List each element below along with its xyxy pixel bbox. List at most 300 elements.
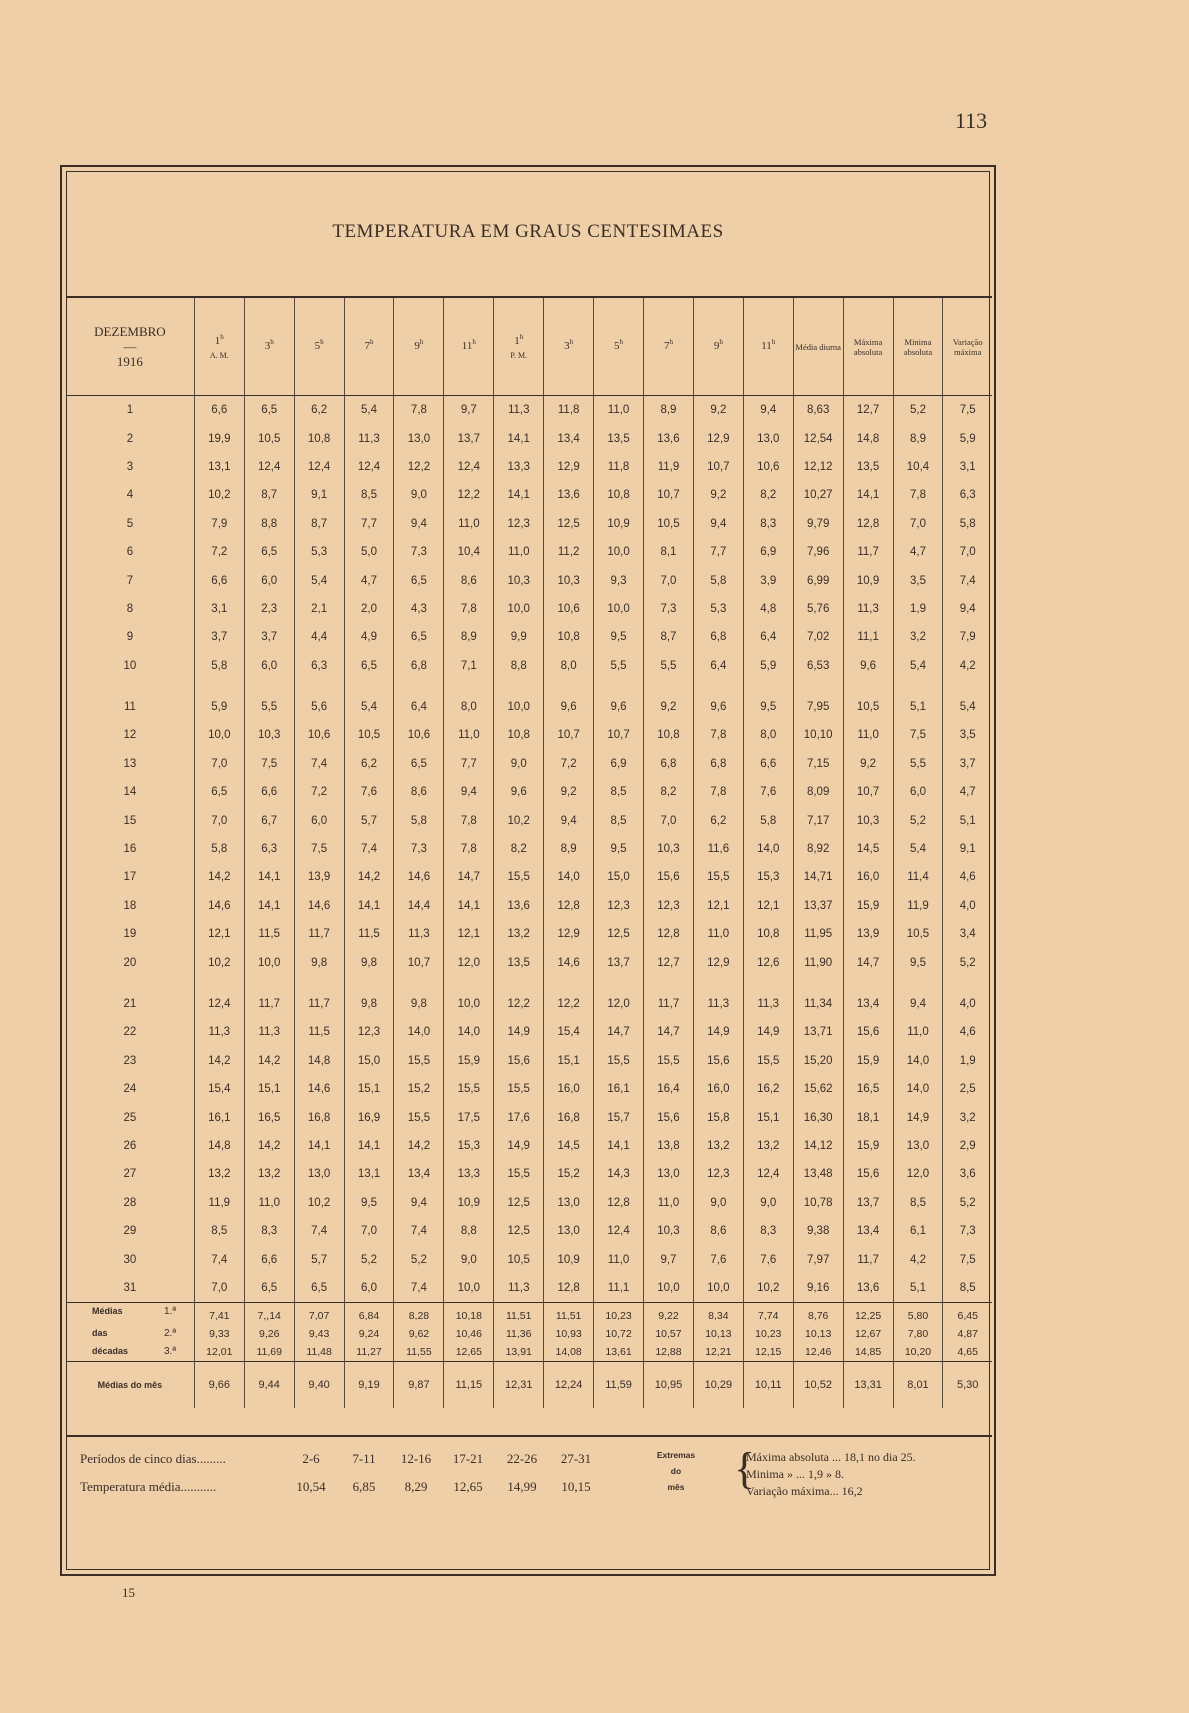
value-cell: 6,5 (394, 566, 444, 594)
value-cell: 7,4 (344, 835, 394, 863)
decade-value-cell: 10,57 (644, 1325, 694, 1343)
value-cell: 12,7 (644, 948, 694, 976)
value-cell: 11,3 (494, 396, 544, 425)
value-cell: 5,6 (294, 693, 344, 721)
value-cell: 11,0 (594, 396, 644, 425)
value-cell: 11,3 (843, 595, 893, 623)
value-cell: 11,0 (244, 1189, 294, 1217)
value-cell: 8,3 (743, 1217, 793, 1245)
day-cell: 10 (123, 659, 137, 672)
table-row (66, 1132, 992, 1160)
value-cell: 6,0 (294, 806, 344, 834)
value-cell: 6,5 (244, 538, 294, 566)
decade-value-cell: 12,01 (194, 1343, 244, 1362)
value-cell: 7,0 (644, 566, 694, 594)
day-cell: 3 (126, 460, 134, 473)
value-cell: 3,5 (893, 566, 943, 594)
value-cell: 5,1 (893, 1274, 943, 1303)
table-row (66, 453, 992, 481)
value-cell: 7,3 (644, 595, 694, 623)
value-cell: 7,7 (344, 510, 394, 538)
periodo-cell: 12-16 (400, 1451, 432, 1466)
value-cell: 7,6 (743, 1245, 793, 1273)
value-cell: 15,6 (644, 1103, 694, 1131)
value-cell: 13,7 (444, 424, 494, 452)
decade-value-cell: 7,,14 (244, 1303, 294, 1326)
value-cell: 15,62 (793, 1075, 843, 1103)
value-cell: 11,0 (444, 510, 494, 538)
value-cell: 8,0 (444, 693, 494, 721)
day-cell: 29 (123, 1225, 137, 1238)
value-cell: 5,5 (644, 652, 694, 680)
value-cell: 9,4 (943, 595, 992, 623)
value-cell: 8,8 (444, 1217, 494, 1245)
temp-media-cell: 6,85 (352, 1479, 376, 1494)
value-cell: 13,4 (544, 424, 594, 452)
value-cell: 15,0 (344, 1047, 394, 1075)
value-cell: 8,7 (244, 481, 294, 509)
value-cell: 9,8 (344, 948, 394, 976)
value-cell: 13,0 (544, 1217, 594, 1245)
value-cell: 15,5 (494, 1075, 544, 1103)
value-cell: 5,8 (194, 652, 244, 680)
value-cell: 12,8 (544, 892, 594, 920)
value-cell: 7,2 (544, 750, 594, 778)
table-row (66, 1274, 992, 1303)
decade-value-cell: 9,62 (394, 1325, 444, 1343)
value-cell: 12,3 (594, 892, 644, 920)
value-cell: 11,3 (693, 990, 743, 1018)
value-cell: 11,2 (544, 538, 594, 566)
value-cell: 5,7 (294, 1245, 344, 1273)
value-cell: 10,4 (444, 538, 494, 566)
value-cell: 7,0 (893, 510, 943, 538)
table-row (66, 424, 992, 452)
table-row (66, 1245, 992, 1273)
value-cell: 3,6 (943, 1160, 992, 1188)
value-cell: 14,12 (793, 1132, 843, 1160)
value-cell: 15,5 (494, 1160, 544, 1188)
value-cell: 11,7 (294, 990, 344, 1018)
value-cell: 14,1 (444, 892, 494, 920)
value-cell: 9,5 (594, 623, 644, 651)
decade-value-cell: 11,51 (544, 1303, 594, 1326)
table-row (66, 595, 992, 623)
monthly-average-label: Médias do mês (66, 1362, 194, 1409)
value-cell: 6,5 (294, 1274, 344, 1303)
value-cell: 6,5 (244, 396, 294, 425)
value-cell: 5,8 (394, 806, 444, 834)
decade-value-cell: 10,13 (693, 1325, 743, 1343)
value-cell: 4,6 (943, 1018, 992, 1046)
table-row (66, 1189, 992, 1217)
value-cell: 12,8 (644, 920, 694, 948)
monthly-average-cell: 9,19 (344, 1362, 394, 1409)
value-cell: 8,7 (294, 510, 344, 538)
value-cell: 8,6 (394, 778, 444, 806)
value-cell: 10,7 (544, 721, 594, 749)
decade-average-row (66, 1303, 992, 1326)
value-cell: 7,8 (444, 835, 494, 863)
extremas-line: do (670, 1466, 682, 1476)
value-cell: 8,0 (544, 652, 594, 680)
value-cell: 13,48 (793, 1160, 843, 1188)
value-cell: 6,1 (893, 1217, 943, 1245)
value-cell: 15,3 (444, 1132, 494, 1160)
value-cell: 10,3 (843, 806, 893, 834)
value-cell: 14,1 (843, 481, 893, 509)
value-cell: 8,0 (743, 721, 793, 749)
value-cell: 2,0 (344, 595, 394, 623)
value-cell: 5,8 (943, 510, 992, 538)
value-cell: 14,1 (244, 892, 294, 920)
value-cell: 16,1 (594, 1075, 644, 1103)
value-cell: 6,99 (793, 566, 843, 594)
value-cell: 9,3 (594, 566, 644, 594)
hour-suffix: h (771, 337, 776, 346)
brace-icon: { (734, 1444, 756, 1493)
value-cell: 6,6 (194, 566, 244, 594)
value-cell: 1,9 (943, 1047, 992, 1075)
value-cell: 7,3 (394, 835, 444, 863)
decade-value-cell: 9,24 (344, 1325, 394, 1343)
value-cell: 12,2 (444, 481, 494, 509)
value-cell: 6,3 (244, 835, 294, 863)
value-cell: 7,5 (244, 750, 294, 778)
value-cell: 13,0 (544, 1189, 594, 1217)
value-cell: 7,2 (294, 778, 344, 806)
value-cell: 7,5 (943, 396, 992, 425)
monthly-average-cell: 10,29 (693, 1362, 743, 1409)
value-cell: 8,3 (244, 1217, 294, 1245)
value-cell: 4,2 (943, 652, 992, 680)
value-cell: 14,9 (494, 1132, 544, 1160)
value-cell: 15,1 (244, 1075, 294, 1103)
value-cell: 9,5 (743, 693, 793, 721)
monthly-average-cell: 13,31 (843, 1362, 893, 1409)
stat-header: Variação máxima (943, 297, 992, 396)
value-cell: 9,6 (693, 693, 743, 721)
value-cell: 10,6 (743, 453, 793, 481)
decade-average-row (66, 1325, 992, 1343)
value-cell: 9,4 (444, 778, 494, 806)
value-cell: 6,6 (194, 396, 244, 425)
periodo-cell: 17-21 (452, 1451, 484, 1466)
value-cell: 6,8 (394, 652, 444, 680)
value-cell: 10,8 (594, 481, 644, 509)
extremas-label (646, 1447, 706, 1495)
value-cell: 9,2 (693, 481, 743, 509)
hour-header (544, 297, 594, 396)
table-row (66, 990, 992, 1018)
value-cell: 12,1 (194, 920, 244, 948)
value-cell: 8,5 (344, 481, 394, 509)
value-cell: 14,0 (893, 1075, 943, 1103)
value-cell: 14,6 (194, 892, 244, 920)
value-cell: 10,3 (644, 835, 694, 863)
decade-value-cell: 10,13 (793, 1325, 843, 1343)
value-cell: 9,6 (494, 778, 544, 806)
value-cell: 3,9 (743, 566, 793, 594)
value-cell: 10,8 (544, 623, 594, 651)
month-header (66, 297, 194, 396)
value-cell: 5,2 (943, 1189, 992, 1217)
day-cell: 16 (123, 843, 137, 856)
day-cell: 23 (123, 1054, 137, 1067)
day-cell: 25 (123, 1111, 137, 1124)
value-cell: 7,3 (943, 1217, 992, 1245)
value-cell: 10,7 (594, 721, 644, 749)
value-cell: 12,9 (693, 424, 743, 452)
hour-value: 11 (761, 339, 772, 352)
value-cell: 9,0 (394, 481, 444, 509)
value-cell: 9,79 (793, 510, 843, 538)
value-cell: 15,1 (743, 1103, 793, 1131)
value-cell: 15,20 (793, 1047, 843, 1075)
value-cell: 10,8 (743, 920, 793, 948)
value-cell: 10,5 (644, 510, 694, 538)
value-cell: 5,9 (194, 693, 244, 721)
value-cell: 7,4 (394, 1274, 444, 1303)
value-cell: 12,3 (344, 1018, 394, 1046)
value-cell: 9,8 (394, 990, 444, 1018)
value-cell: 10,9 (444, 1189, 494, 1217)
value-cell: 13,2 (743, 1132, 793, 1160)
value-cell: 7,7 (693, 538, 743, 566)
value-cell: 10,0 (644, 1274, 694, 1303)
value-cell: 15,5 (693, 863, 743, 891)
decade-spacer (66, 680, 992, 693)
value-cell: 8,6 (444, 566, 494, 594)
value-cell: 11,0 (444, 721, 494, 749)
decade-value-cell: 10,72 (594, 1325, 644, 1343)
value-cell: 12,9 (544, 453, 594, 481)
hour-value: 5 (614, 339, 620, 352)
value-cell: 15,5 (494, 863, 544, 891)
value-cell: 15,4 (194, 1075, 244, 1103)
value-cell: 5,2 (943, 948, 992, 976)
value-cell: 9,2 (843, 750, 893, 778)
value-cell: 11,0 (893, 1018, 943, 1046)
value-cell: 14,8 (843, 424, 893, 452)
day-cell: 17 (123, 871, 137, 884)
value-cell: 8,9 (893, 424, 943, 452)
value-cell: 4,3 (394, 595, 444, 623)
value-cell: 13,2 (244, 1160, 294, 1188)
table-body (66, 396, 992, 1409)
value-cell: 12,4 (244, 453, 294, 481)
value-cell: 10,9 (843, 566, 893, 594)
value-cell: 2,1 (294, 595, 344, 623)
hour-header (444, 297, 494, 396)
value-cell: 14,2 (194, 863, 244, 891)
value-cell: 6,9 (594, 750, 644, 778)
value-cell: 7,9 (943, 623, 992, 651)
value-cell: 12,1 (693, 892, 743, 920)
value-cell: 11,8 (594, 453, 644, 481)
value-cell: 7,6 (693, 1245, 743, 1273)
month-dash: — (123, 339, 137, 354)
value-cell: 5,9 (943, 424, 992, 452)
value-cell: 8,8 (494, 652, 544, 680)
value-cell: 14,4 (394, 892, 444, 920)
value-cell: 13,9 (843, 920, 893, 948)
value-cell: 1,9 (893, 595, 943, 623)
value-cell: 6,2 (344, 750, 394, 778)
monthly-average-cell: 9,40 (294, 1362, 344, 1409)
monthly-average-cell: 12,31 (494, 1362, 544, 1409)
value-cell: 6,2 (693, 806, 743, 834)
value-cell: 9,6 (594, 693, 644, 721)
monthly-average-cell: 5,30 (943, 1362, 992, 1409)
value-cell: 13,2 (494, 920, 544, 948)
value-cell: 9,5 (344, 1189, 394, 1217)
day-cell: 19 (123, 928, 137, 941)
decade-value-cell: 9,43 (294, 1325, 344, 1343)
decade-value-cell: 13,91 (494, 1343, 544, 1362)
value-cell: 13,0 (743, 424, 793, 452)
value-cell: 16,8 (294, 1103, 344, 1131)
value-cell: 9,6 (843, 652, 893, 680)
value-cell: 5,3 (294, 538, 344, 566)
table-row (66, 396, 992, 425)
value-cell: 12,54 (793, 424, 843, 452)
value-cell: 9,4 (544, 806, 594, 834)
value-cell: 4,8 (743, 595, 793, 623)
value-cell: 12,7 (843, 396, 893, 425)
table-row (66, 1047, 992, 1075)
value-cell: 7,9 (194, 510, 244, 538)
decade-label-cell (66, 1325, 194, 1343)
value-cell: 10,0 (594, 538, 644, 566)
decade-value-cell: 6,45 (943, 1303, 992, 1326)
value-cell: 9,0 (693, 1189, 743, 1217)
value-cell: 12,4 (743, 1160, 793, 1188)
value-cell: 6,5 (244, 1274, 294, 1303)
value-cell: 4,7 (943, 778, 992, 806)
value-cell: 7,8 (693, 721, 743, 749)
value-cell: 14,2 (344, 863, 394, 891)
decade-value-cell: 9,33 (194, 1325, 244, 1343)
value-cell: 9,9 (494, 623, 544, 651)
value-cell: 9,0 (743, 1189, 793, 1217)
temp-media-label: Temperatura média........... (80, 1479, 217, 1494)
value-cell: 7,8 (444, 595, 494, 623)
hour-suffix: h (669, 337, 673, 346)
hour-value: 1 (214, 334, 221, 347)
hour-suffix: h (220, 333, 224, 342)
extrema-variacao: Variação máxima... 16,2 (746, 1484, 863, 1498)
value-cell: 9,4 (743, 396, 793, 425)
value-cell: 14,2 (194, 1047, 244, 1075)
value-cell: 8,2 (644, 778, 694, 806)
value-cell: 14,3 (594, 1160, 644, 1188)
value-cell: 11,0 (644, 1189, 694, 1217)
value-cell: 13,1 (344, 1160, 394, 1188)
value-cell: 12,4 (444, 453, 494, 481)
value-cell: 7,96 (793, 538, 843, 566)
value-cell: 7,0 (194, 1274, 244, 1303)
value-cell: 6,6 (244, 778, 294, 806)
value-cell: 12,1 (444, 920, 494, 948)
monthly-average-cell: 9,66 (194, 1362, 244, 1409)
periodo-cell: 7-11 (352, 1451, 376, 1466)
value-cell: 15,5 (444, 1075, 494, 1103)
value-cell: 3,2 (943, 1103, 992, 1131)
table-row (66, 538, 992, 566)
value-cell: 5,7 (344, 806, 394, 834)
day-cell: 1 (126, 404, 134, 417)
value-cell: 17,5 (444, 1103, 494, 1131)
value-cell: 6,5 (344, 652, 394, 680)
value-cell: 7,2 (194, 538, 244, 566)
value-cell: 10,5 (244, 424, 294, 452)
value-cell: 7,4 (294, 750, 344, 778)
value-cell: 6,5 (194, 778, 244, 806)
value-cell: 14,6 (294, 1075, 344, 1103)
value-cell: 14,1 (494, 481, 544, 509)
decade-value-cell: 8,34 (693, 1303, 743, 1326)
value-cell: 6,4 (743, 623, 793, 651)
value-cell: 5,4 (294, 566, 344, 594)
value-cell: 15,6 (843, 1018, 893, 1046)
decade-value-cell: 9,22 (644, 1303, 694, 1326)
monthly-average-cell: 12,24 (544, 1362, 594, 1409)
value-cell: 12,5 (494, 1217, 544, 1245)
temp-media-cell: 10,15 (561, 1479, 591, 1494)
value-cell: 7,0 (644, 806, 694, 834)
value-cell: 10,3 (544, 566, 594, 594)
hour-value: 5 (314, 339, 321, 352)
value-cell: 6,3 (943, 481, 992, 509)
value-cell: 7,8 (394, 396, 444, 425)
value-cell: 11,0 (594, 1245, 644, 1273)
hour-value: 1 (514, 334, 520, 347)
periodo-cell: 22-26 (506, 1451, 538, 1466)
value-cell: 7,8 (444, 806, 494, 834)
day-cell: 7 (126, 574, 134, 587)
decade-value-cell: 13,61 (594, 1343, 644, 1362)
temp-media-cell: 10,54 (296, 1479, 326, 1494)
value-cell: 10,7 (394, 948, 444, 976)
table-row (66, 892, 992, 920)
hour-header (294, 297, 344, 396)
decade-value-cell: 7,07 (294, 1303, 344, 1326)
day-cell: 4 (126, 489, 134, 502)
value-cell: 8,92 (793, 835, 843, 863)
value-cell: 10,2 (494, 806, 544, 834)
hour-header (743, 297, 793, 396)
value-cell: 11,90 (793, 948, 843, 976)
value-cell: 13,0 (893, 1132, 943, 1160)
value-cell: 3,5 (943, 721, 992, 749)
value-cell: 7,5 (893, 721, 943, 749)
value-cell: 11,34 (793, 990, 843, 1018)
day-cell: 30 (123, 1253, 137, 1266)
value-cell: 8,6 (693, 1217, 743, 1245)
value-cell: 9,4 (394, 1189, 444, 1217)
value-cell: 5,8 (693, 566, 743, 594)
hour-value: 3 (564, 339, 570, 352)
value-cell: 5,4 (893, 652, 943, 680)
decade-value-cell: 4,65 (943, 1343, 992, 1362)
value-cell: 14,1 (244, 863, 294, 891)
value-cell: 18,1 (843, 1103, 893, 1131)
value-cell: 16,4 (644, 1075, 694, 1103)
value-cell: 5,0 (344, 538, 394, 566)
day-cell: 22 (123, 1026, 137, 1039)
value-cell: 12,0 (893, 1160, 943, 1188)
